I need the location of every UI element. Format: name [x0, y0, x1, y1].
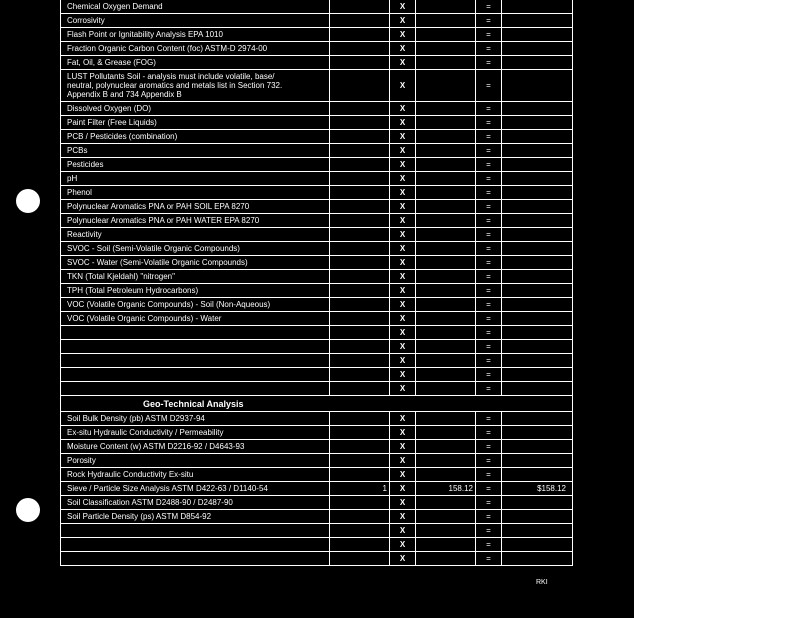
times-sign: X — [389, 412, 415, 425]
punch-hole-bottom — [16, 498, 40, 522]
analysis-name: Moisture Content (w) ASTM D2216-92 / D4643-93 — [67, 442, 245, 451]
unit-price-cell — [415, 298, 475, 311]
analysis-name: Reactivity — [67, 230, 102, 239]
equals-sign: = — [475, 538, 501, 551]
total-cell — [501, 270, 572, 283]
quantity-cell — [329, 130, 389, 143]
quantity-cell — [329, 284, 389, 297]
unit-price-cell — [415, 214, 475, 227]
equals-sign: = — [475, 270, 501, 283]
table-row — [61, 552, 572, 566]
table-row — [61, 312, 572, 326]
quantity-cell — [329, 270, 389, 283]
unit-price-cell — [415, 56, 475, 69]
quantity-cell — [329, 312, 389, 325]
total-cell — [501, 102, 572, 115]
analysis-name: Polynuclear Aromatics PNA or PAH WATER EPA 8270 — [67, 216, 260, 225]
analysis-name: Soil Particle Density (ps) ASTM D854-92 — [67, 512, 212, 521]
analysis-name — [67, 354, 327, 367]
quantity-cell — [329, 524, 389, 537]
table-row — [61, 70, 572, 102]
equals-sign: = — [475, 454, 501, 467]
quantity-cell — [329, 242, 389, 255]
times-sign: X — [389, 468, 415, 481]
unit-price-cell — [415, 538, 475, 551]
unit-price-cell — [415, 552, 475, 565]
total-cell: $158.12 — [501, 482, 572, 495]
total-cell — [501, 382, 572, 395]
analysis-name: Soil Bulk Density (pb) ASTM D2937-94 — [67, 414, 205, 423]
equals-sign: = — [475, 524, 501, 537]
quantity-cell — [329, 42, 389, 55]
quantity-cell — [329, 510, 389, 523]
times-sign: X — [389, 14, 415, 27]
equals-sign: = — [475, 186, 501, 199]
quantity-cell — [329, 186, 389, 199]
equals-sign: = — [475, 326, 501, 339]
analysis-name: LUST Pollutants Soil - analysis must include volatile, base/ neutral, polynuclear aromatics and metals list in Section 732. Appendix B and 734 Appendix B — [67, 72, 283, 99]
total-cell — [501, 412, 572, 425]
quantity-cell — [329, 426, 389, 439]
unit-price-cell — [415, 368, 475, 381]
unit-price-cell — [415, 412, 475, 425]
table-row — [61, 510, 572, 524]
analysis-name: Sieve / Particle Size Analysis ASTM D422-63 / D1140-54 — [67, 484, 268, 493]
times-sign: X — [389, 496, 415, 509]
table-row — [61, 200, 572, 214]
unit-price-cell — [415, 326, 475, 339]
equals-sign: = — [475, 312, 501, 325]
equals-sign: = — [475, 468, 501, 481]
unit-price-cell — [415, 186, 475, 199]
quantity-cell — [329, 340, 389, 353]
unit-price-cell — [415, 454, 475, 467]
analysis-name: Flash Point or Ignitability Analysis EPA 1010 — [67, 30, 223, 39]
times-sign: X — [389, 70, 415, 101]
quantity-cell — [329, 200, 389, 213]
unit-price-cell — [415, 158, 475, 171]
total-cell — [501, 440, 572, 453]
quantity-cell — [329, 468, 389, 481]
analysis-name: Fat, Oil, & Grease (FOG) — [67, 58, 156, 67]
equals-sign: = — [475, 144, 501, 157]
table-row — [61, 340, 572, 354]
unit-price-cell — [415, 0, 475, 13]
unit-price-cell — [415, 28, 475, 41]
equals-sign: = — [475, 228, 501, 241]
table-row — [61, 56, 572, 70]
equals-sign: = — [475, 42, 501, 55]
equals-sign: = — [475, 382, 501, 395]
table-row — [61, 256, 572, 270]
equals-sign: = — [475, 340, 501, 353]
analysis-name: Ex-situ Hydraulic Conductivity / Permeability — [67, 428, 224, 437]
table-row — [61, 468, 572, 482]
analysis-name: Pesticides — [67, 160, 104, 169]
equals-sign: = — [475, 130, 501, 143]
analysis-name — [67, 524, 327, 537]
analysis-name — [67, 326, 327, 339]
total-cell — [501, 524, 572, 537]
table-row — [61, 412, 572, 426]
page-stamp: RKI — [536, 579, 548, 586]
punch-hole-top — [16, 189, 40, 213]
times-sign: X — [389, 426, 415, 439]
times-sign: X — [389, 538, 415, 551]
times-sign: X — [389, 42, 415, 55]
analysis-name — [67, 538, 327, 551]
times-sign: X — [389, 354, 415, 367]
table-row — [61, 0, 572, 14]
times-sign: X — [389, 326, 415, 339]
analysis-name: PCBs — [67, 146, 88, 155]
analysis-name — [67, 340, 327, 353]
times-sign: X — [389, 200, 415, 213]
analysis-name: Paint Filter (Free Liquids) — [67, 118, 157, 127]
equals-sign: = — [475, 242, 501, 255]
table-row — [61, 284, 572, 298]
table-row — [61, 158, 572, 172]
table-row — [61, 496, 572, 510]
total-cell — [501, 42, 572, 55]
times-sign: X — [389, 242, 415, 255]
equals-sign: = — [475, 496, 501, 509]
unit-price-cell — [415, 102, 475, 115]
equals-sign: = — [475, 116, 501, 129]
times-sign: X — [389, 312, 415, 325]
quantity-cell — [329, 454, 389, 467]
times-sign: X — [389, 228, 415, 241]
table-row — [61, 538, 572, 552]
times-sign: X — [389, 158, 415, 171]
analysis-name: Soil Classification ASTM D2488-90 / D2487-90 — [67, 498, 233, 507]
times-sign: X — [389, 552, 415, 565]
total-cell — [501, 242, 572, 255]
equals-sign: = — [475, 28, 501, 41]
table-row — [61, 42, 572, 56]
quantity-cell — [329, 368, 389, 381]
unit-price-cell — [415, 70, 475, 101]
times-sign: X — [389, 382, 415, 395]
unit-price-cell: 158.12 — [415, 482, 475, 495]
total-cell — [501, 158, 572, 171]
total-cell — [501, 14, 572, 27]
total-cell — [501, 28, 572, 41]
table-row — [61, 228, 572, 242]
quantity-cell — [329, 116, 389, 129]
analysis-name: TPH (Total Petroleum Hydrocarbons) — [67, 286, 199, 295]
times-sign: X — [389, 454, 415, 467]
unit-price-cell — [415, 354, 475, 367]
geo-technical-heading: Geo-Technical Analysis — [61, 396, 572, 412]
times-sign: X — [389, 144, 415, 157]
times-sign: X — [389, 440, 415, 453]
total-cell — [501, 116, 572, 129]
equals-sign: = — [475, 412, 501, 425]
total-cell — [501, 144, 572, 157]
analysis-name: SVOC - Water (Semi-Volatile Organic Compounds) — [67, 258, 248, 267]
equals-sign: = — [475, 14, 501, 27]
times-sign: X — [389, 340, 415, 353]
total-cell — [501, 130, 572, 143]
analysis-name: Corrosivity — [67, 16, 105, 25]
quantity-cell — [329, 354, 389, 367]
table-row — [61, 214, 572, 228]
times-sign: X — [389, 130, 415, 143]
analysis-name: Chemical Oxygen Demand — [67, 2, 163, 11]
table-row — [61, 102, 572, 116]
times-sign: X — [389, 214, 415, 227]
quantity-cell — [329, 538, 389, 551]
times-sign: X — [389, 0, 415, 13]
equals-sign: = — [475, 158, 501, 171]
equals-sign: = — [475, 172, 501, 185]
total-cell — [501, 186, 572, 199]
total-cell — [501, 326, 572, 339]
total-cell — [501, 340, 572, 353]
table-row — [61, 454, 572, 468]
analysis-form-table — [60, 0, 573, 566]
analysis-name: PCB / Pesticides (combination) — [67, 132, 178, 141]
total-cell — [501, 298, 572, 311]
quantity-cell — [329, 214, 389, 227]
table-row — [61, 28, 572, 42]
unit-price-cell — [415, 242, 475, 255]
analysis-name: Fraction Organic Carbon Content (foc) ASTM-D 2974-00 — [67, 44, 268, 53]
quantity-cell — [329, 440, 389, 453]
analysis-name: VOC (Volatile Organic Compounds) - Soil (Non-Aqueous) — [67, 300, 271, 309]
equals-sign: = — [475, 552, 501, 565]
total-cell — [501, 256, 572, 269]
quantity-cell — [329, 172, 389, 185]
table-row — [61, 298, 572, 312]
analysis-name: Dissolved Oxygen (DO) — [67, 104, 152, 113]
times-sign: X — [389, 102, 415, 115]
total-cell — [501, 354, 572, 367]
analysis-name — [67, 382, 327, 395]
total-cell — [501, 200, 572, 213]
equals-sign: = — [475, 214, 501, 227]
times-sign: X — [389, 270, 415, 283]
unit-price-cell — [415, 312, 475, 325]
equals-sign: = — [475, 256, 501, 269]
equals-sign: = — [475, 482, 501, 495]
quantity-cell — [329, 158, 389, 171]
quantity-cell — [329, 412, 389, 425]
table-row — [61, 482, 572, 496]
quantity-cell — [329, 256, 389, 269]
unit-price-cell — [415, 496, 475, 509]
times-sign: X — [389, 116, 415, 129]
quantity-cell — [329, 102, 389, 115]
times-sign: X — [389, 56, 415, 69]
times-sign: X — [389, 510, 415, 523]
times-sign: X — [389, 482, 415, 495]
table-row — [61, 368, 572, 382]
quantity-cell — [329, 144, 389, 157]
quantity-cell — [329, 552, 389, 565]
table-row — [61, 524, 572, 538]
table-row — [61, 144, 572, 158]
quantity-cell — [329, 326, 389, 339]
equals-sign: = — [475, 284, 501, 297]
table-row — [61, 326, 572, 340]
unit-price-cell — [415, 382, 475, 395]
equals-sign: = — [475, 368, 501, 381]
unit-price-cell — [415, 270, 475, 283]
table-row — [61, 130, 572, 144]
unit-price-cell — [415, 524, 475, 537]
unit-price-cell — [415, 256, 475, 269]
unit-price-cell — [415, 340, 475, 353]
quantity-cell — [329, 0, 389, 13]
analysis-name: Rock Hydraulic Conductivity Ex-situ — [67, 470, 194, 479]
times-sign: X — [389, 284, 415, 297]
unit-price-cell — [415, 144, 475, 157]
equals-sign: = — [475, 102, 501, 115]
analytes-list — [61, 0, 572, 396]
table-row — [61, 440, 572, 454]
table-row — [61, 382, 572, 396]
quantity-cell — [329, 70, 389, 101]
analysis-name: Porosity — [67, 456, 96, 465]
equals-sign: = — [475, 426, 501, 439]
total-cell — [501, 368, 572, 381]
analysis-name — [67, 552, 327, 565]
quantity-cell — [329, 496, 389, 509]
analysis-name: SVOC - Soil (Semi-Volatile Organic Compounds) — [67, 244, 240, 253]
analysis-name: TKN (Total Kjeldahl) "nitrogen" — [67, 272, 175, 281]
equals-sign: = — [475, 56, 501, 69]
total-cell — [501, 312, 572, 325]
total-cell — [501, 468, 572, 481]
quantity-cell — [329, 28, 389, 41]
quantity-cell — [329, 382, 389, 395]
equals-sign: = — [475, 354, 501, 367]
table-row — [61, 116, 572, 130]
total-cell — [501, 426, 572, 439]
table-row — [61, 14, 572, 28]
total-cell — [501, 0, 572, 13]
total-cell — [501, 56, 572, 69]
times-sign: X — [389, 28, 415, 41]
times-sign: X — [389, 368, 415, 381]
equals-sign: = — [475, 200, 501, 213]
equals-sign: = — [475, 70, 501, 101]
times-sign: X — [389, 298, 415, 311]
analysis-name: Phenol — [67, 188, 92, 197]
equals-sign: = — [475, 510, 501, 523]
total-cell — [501, 538, 572, 551]
unit-price-cell — [415, 116, 475, 129]
table-row — [61, 270, 572, 284]
unit-price-cell — [415, 510, 475, 523]
quantity-cell — [329, 298, 389, 311]
analysis-name: pH — [67, 174, 78, 183]
table-row — [61, 354, 572, 368]
unit-price-cell — [415, 172, 475, 185]
table-row — [61, 172, 572, 186]
times-sign: X — [389, 524, 415, 537]
quantity-cell — [329, 228, 389, 241]
unit-price-cell — [415, 14, 475, 27]
unit-price-cell — [415, 468, 475, 481]
times-sign: X — [389, 172, 415, 185]
unit-price-cell — [415, 200, 475, 213]
equals-sign: = — [475, 440, 501, 453]
quantity-cell — [329, 56, 389, 69]
analysis-name: Polynuclear Aromatics PNA or PAH SOIL EPA 8270 — [67, 202, 250, 211]
unit-price-cell — [415, 130, 475, 143]
equals-sign: = — [475, 298, 501, 311]
unit-price-cell — [415, 440, 475, 453]
quantity-cell — [329, 14, 389, 27]
times-sign: X — [389, 256, 415, 269]
total-cell — [501, 70, 572, 101]
total-cell — [501, 172, 572, 185]
analysis-name — [67, 368, 327, 381]
unit-price-cell — [415, 284, 475, 297]
table-row — [61, 186, 572, 200]
total-cell — [501, 510, 572, 523]
total-cell — [501, 454, 572, 467]
total-cell — [501, 284, 572, 297]
total-cell — [501, 496, 572, 509]
total-cell — [501, 228, 572, 241]
table-row — [61, 426, 572, 440]
total-cell — [501, 214, 572, 227]
geo-technical-list — [61, 412, 572, 566]
quantity-cell: 1 — [329, 482, 389, 495]
table-row — [61, 242, 572, 256]
equals-sign: = — [475, 0, 501, 13]
total-cell — [501, 552, 572, 565]
analysis-name: VOC (Volatile Organic Compounds) - Water — [67, 314, 222, 323]
unit-price-cell — [415, 426, 475, 439]
times-sign: X — [389, 186, 415, 199]
unit-price-cell — [415, 228, 475, 241]
unit-price-cell — [415, 42, 475, 55]
